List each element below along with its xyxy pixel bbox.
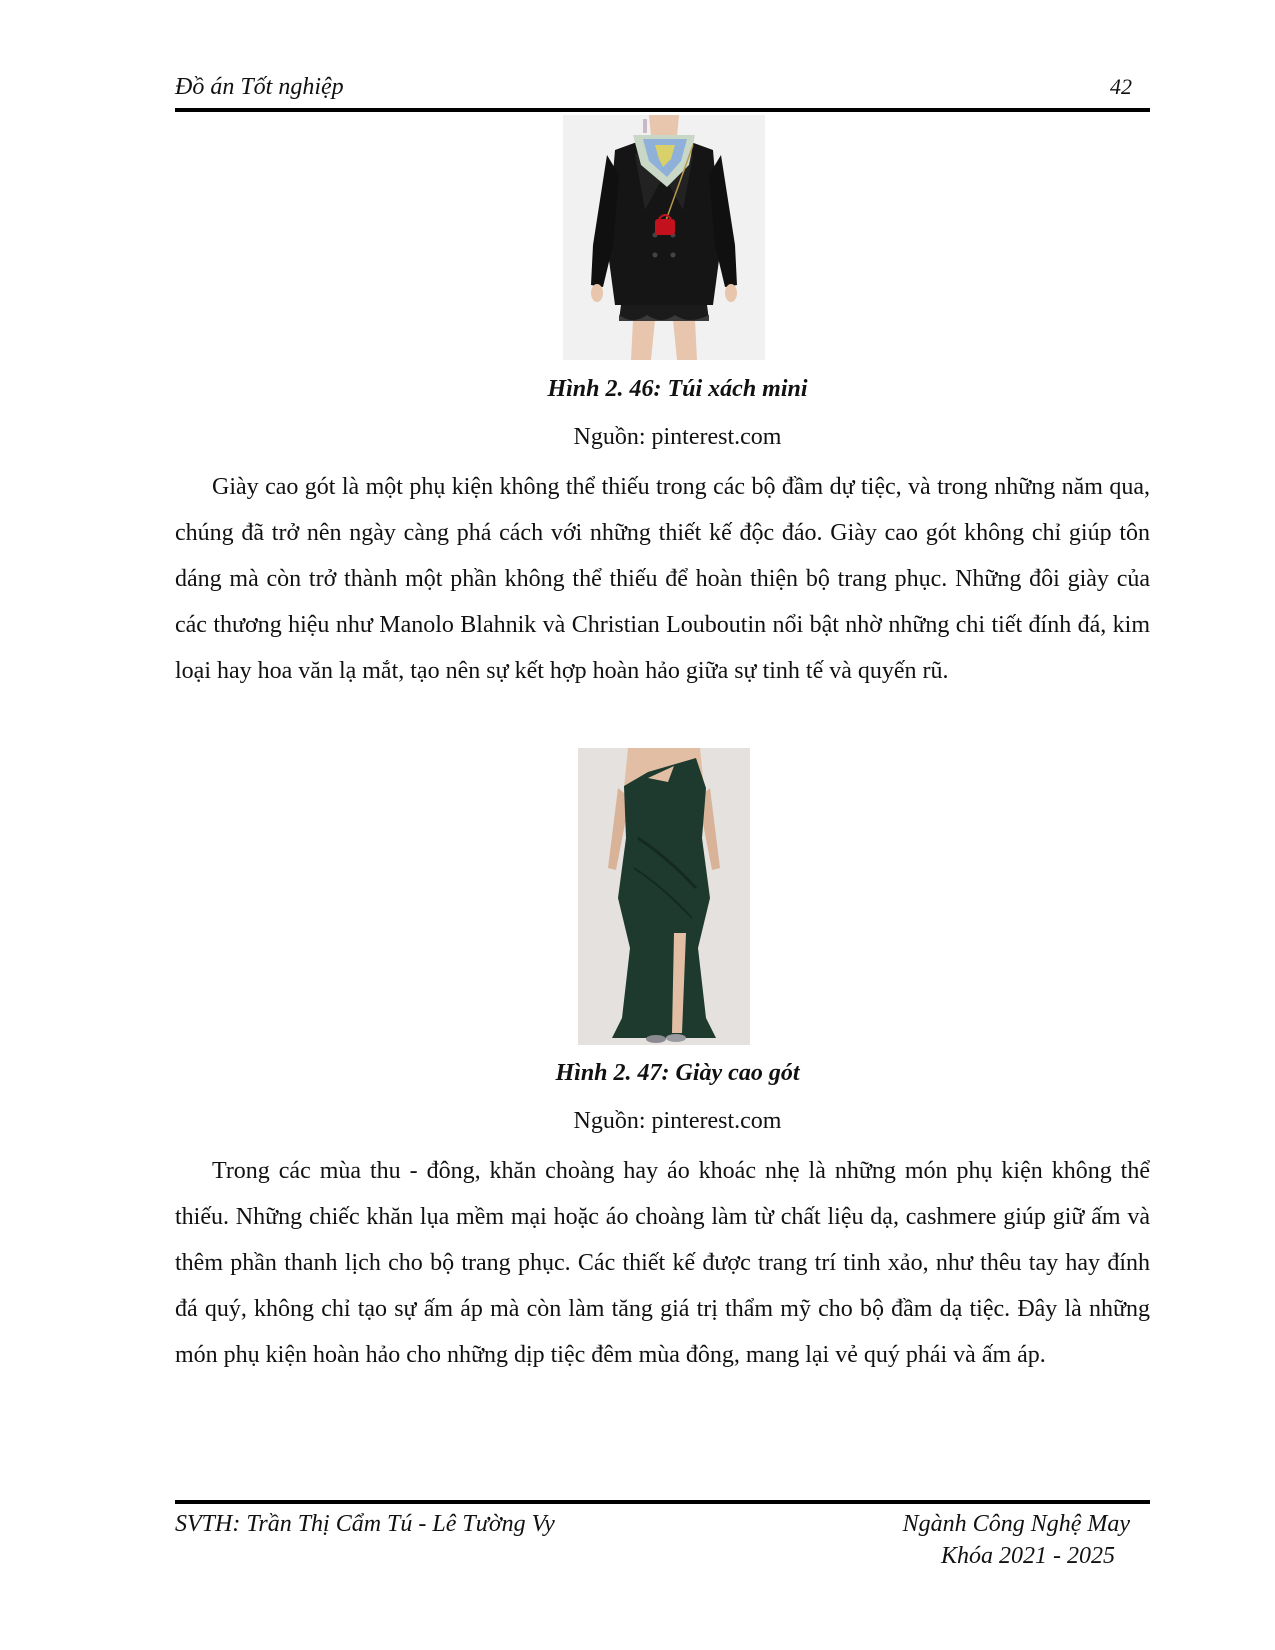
figure-caption: Hình 2. 46: Túi xách mini [547, 376, 808, 402]
figure-mini-bag-image [563, 115, 765, 360]
figure-source: Nguồn: pinterest.com [573, 1108, 782, 1134]
footer-authors: SVTH: Trần Thị Cẩm Tú - Lê Tường Vy [175, 1511, 555, 1537]
header-rule [175, 108, 1150, 112]
body-paragraph: Trong các mùa thu - đông, khăn choàng hay áo khoác nhẹ là những món phụ kiện không thể thiếu. Những chiếc khăn lụa mềm mại hoặc áo choàng làm từ chất liệu dạ, cashmere giúp giữ ấm và thêm phần thanh lịch cho bộ trang phục. Các thiết kế được trang trí tinh xảo, như thêu tay hay đính đá quý, không chỉ tạo sự ấm áp mà còn làm tăng giá trị thẩm mỹ cho bộ đầm dạ tiệc. Đây là những món phụ kiện hoàn hảo cho những dịp tiệc đêm mùa đông, mang lại vẻ quý phái và ấm áp. [175, 1158, 1150, 1368]
page-header [175, 72, 1150, 112]
figure-source: Nguồn: pinterest.com [573, 424, 782, 450]
footer-major: Ngành Công Nghệ May [902, 1511, 1130, 1537]
footer-program [903, 1500, 1130, 1572]
figure-high-heels-image [578, 748, 750, 1045]
body-paragraph: Giày cao gót là một phụ kiện không thể thiếu trong các bộ đầm dự tiệc, và trong những năm qua, chúng đã trở nên ngày càng phá cách với những thiết kế độc đáo. Giày cao gót không chỉ giúp tôn dáng mà còn trở thành một phần không thể thiếu để hoàn thiện bộ trang phục. Những đôi giày của các thương hiệu như Manolo Blahnik và Christian Louboutin nổi bật nhờ những chi tiết đính đá, kim loại hay hoa văn lạ mắt, tạo nên sự kết hợp hoàn hảo giữa sự tinh tế và quyến rũ. [175, 474, 1150, 684]
page-number: 42 [1110, 74, 1132, 99]
figure-caption: Hình 2. 47: Giày cao gót [555, 1060, 800, 1086]
footer-course: Khóa 2021 - 2025 [941, 1543, 1115, 1569]
document-title: Đồ án Tốt nghiệp [175, 74, 344, 100]
